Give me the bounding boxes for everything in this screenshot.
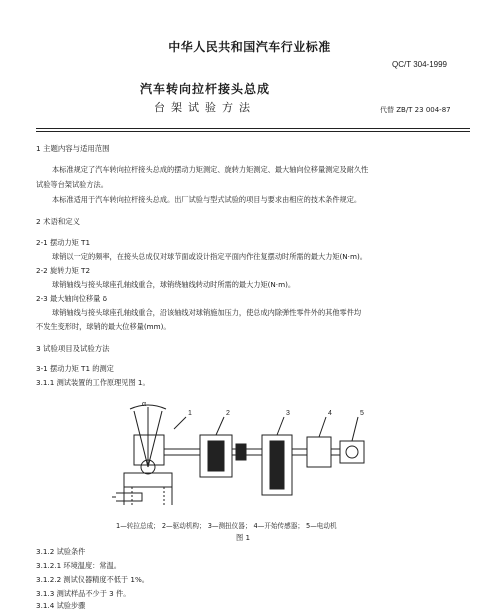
sensor-box [307, 437, 331, 467]
coupling [236, 444, 246, 460]
figure-label-2: 2 [226, 410, 230, 417]
figure-caption: 1—转拉总成； 2—驱动机构； 3—测扭仪器； 4—开始传感器； 5—电动机 [116, 522, 337, 530]
section-1-para-1-line-1: 本标准规定了汽车转向拉杆接头总成的摆动力矩测定、旋转力矩测定、最大轴向位移量测定及耐久性 [52, 165, 369, 174]
section-1-para-2: 本标准适用于汽车转向拉杆接头总成。出厂试验与型式试验的项目与要求由相应的技术条件规定。 [52, 195, 362, 204]
section-2-heading: 2 术语和定义 [36, 217, 81, 226]
standard-code: QC/T 304-1999 [392, 60, 447, 69]
replaces-standard: 代替 ZB/T 23 004-87 [380, 106, 451, 114]
swing-line-right [148, 411, 162, 467]
figure-title: 图 1 [236, 533, 251, 542]
section-3-1-4: 3.1.4 试验步骤 [36, 601, 86, 610]
section-3-1-1: 3.1.1 测试装置的工作原理见图 1。 [36, 378, 150, 387]
section-3-1-2-2: 3.1.2.2 测试仪器精度不低于 1%。 [36, 575, 149, 584]
header-rule-bottom [36, 131, 470, 132]
section-2-3-line-2: 不发生变形时，球销的最大位移量(mm)。 [36, 322, 171, 331]
section-3-1-heading: 3-1 摆动力矩 T1 的测定 [36, 364, 114, 373]
section-2-2-text: 球销轴线与接头球座孔轴线重合，球销绕轴线转动时所需的最大力矩(N·m)。 [52, 280, 296, 289]
header-rule-top [36, 128, 470, 129]
figure-label-3: 3 [286, 410, 290, 417]
figure-label-4: 4 [328, 410, 332, 417]
section-2-2-heading: 2-2 旋转力矩 T2 [36, 266, 91, 275]
section-2-3-line-1: 球销轴线与接头球座孔轴线重合，沿该轴线对球销施加压力，使总成内除弹性零件外的其他零件均 [52, 308, 362, 317]
test-apparatus-diagram [112, 397, 372, 515]
alpha-label: α [142, 401, 147, 408]
document-subtitle: 台架试验方法 [154, 101, 256, 114]
figure-label-5: 5 [360, 410, 364, 417]
section-2-1-text: 球销以一定的频率，在接头总成仅对球节面或设计指定平面内作往复摆动时所需的最大力矩(N·m)。 [52, 252, 367, 261]
section-3-heading: 3 试验项目及试验方法 [36, 344, 110, 353]
joint-base [124, 473, 172, 487]
section-3-1-2-1: 3.1.2.1 环境温度：常温。 [36, 561, 121, 570]
section-3-1-2: 3.1.2 试验条件 [36, 547, 86, 556]
section-1-para-1-line-2: 试验等台架试验方法。 [36, 180, 108, 189]
motor-box [340, 441, 364, 463]
swing-line-left [134, 411, 148, 467]
section-2-1-heading: 2-1 摆动力矩 T1 [36, 238, 91, 247]
document-title: 汽车转向拉杆接头总成 [139, 82, 270, 96]
figure-label-1: 1 [188, 410, 192, 417]
section-2-3-heading: 2-3 最大轴向位移量 δ [36, 294, 108, 303]
section-1-heading: 1 主题内容与适用范围 [36, 144, 110, 153]
standard-category-title: 中华人民共和国汽车行业标准 [168, 40, 331, 54]
section-3-1-3: 3.1.3 测试样品不少于 3 件。 [36, 589, 131, 598]
